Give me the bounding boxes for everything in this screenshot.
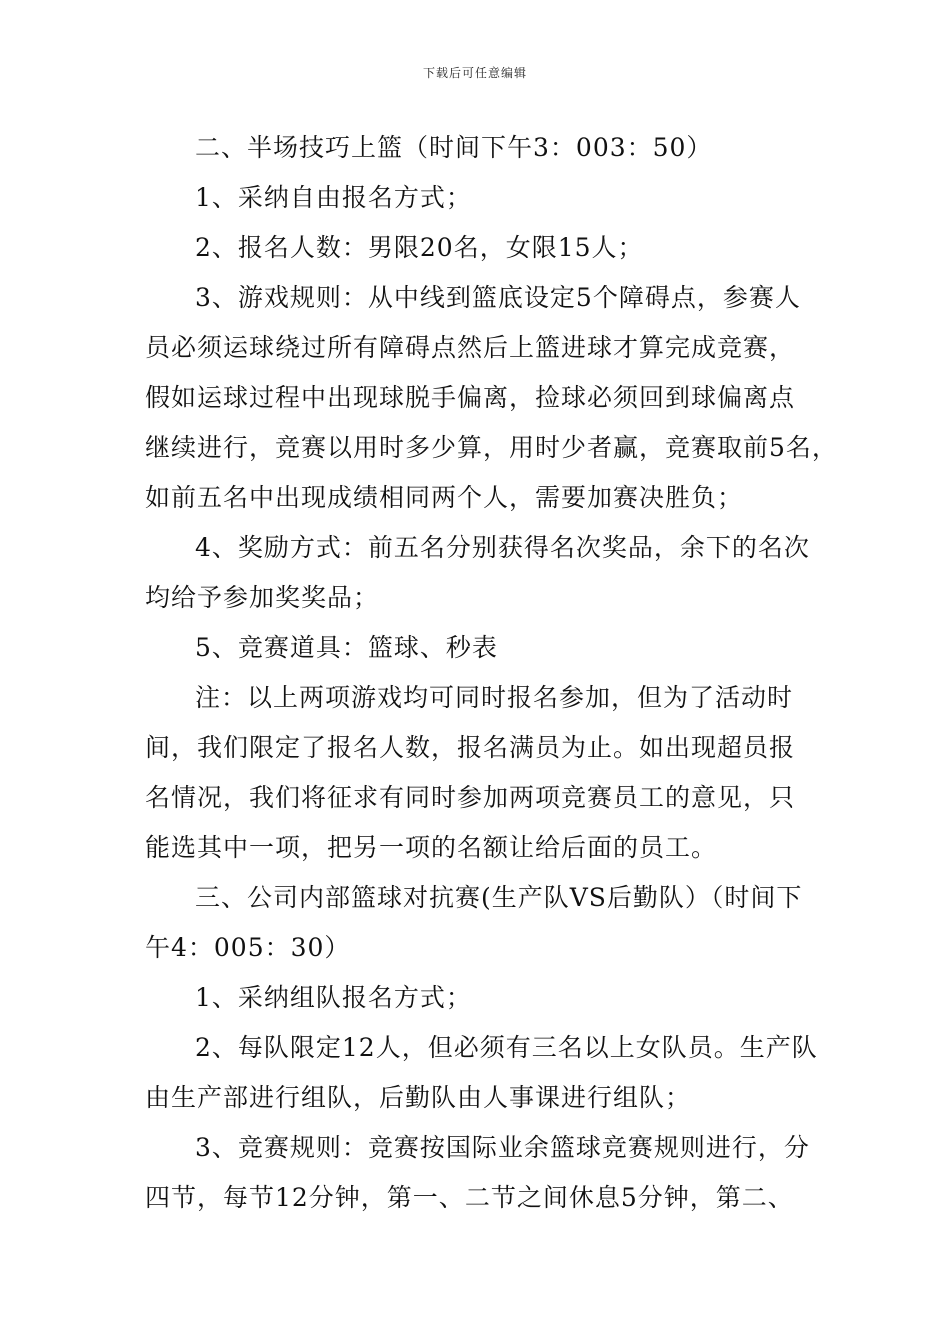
text-line: 假如运球过程中出现球脱手偏离，捡球必须回到球偏离点	[145, 383, 796, 412]
text-line: 如前五名中出现成绩相同两个人，需要加赛决胜负；	[145, 483, 744, 512]
text-line: 4、奖励方式：前五名分别获得名次奖品，余下的名次	[195, 533, 810, 562]
text-line: 5、竞赛道具：篮球、秒表	[195, 633, 498, 662]
text-line: 四节，每节12分钟，第一、二节之间休息5分钟，第二、	[145, 1183, 794, 1212]
text-line: 间，我们限定了报名人数，报名满员为止。如出现超员报	[145, 733, 796, 762]
document-body	[145, 128, 838, 1228]
text-line: 2、每队限定12人，但必须有三名以上女队员。生产队	[195, 1033, 818, 1062]
text-line: 由生产部进行组队，后勤队由人事课进行组队；	[145, 1083, 692, 1112]
text-line: 二、半场技巧上篮（时间下午3：003：50）	[195, 133, 713, 162]
text-line: 继续进行，竞赛以用时多少算，用时少者赢，竞赛取前5名，	[145, 433, 838, 462]
text-line: 1、采纳自由报名方式；	[195, 183, 472, 212]
text-line: 能选其中一项，把另一项的名额让给后面的员工。	[145, 833, 718, 862]
text-line: 1、采纳组队报名方式；	[195, 983, 472, 1012]
text-line: 均给予参加奖奖品；	[145, 583, 380, 612]
text-line: 午4：005：30）	[145, 933, 351, 962]
text-line: 三、公司内部篮球对抗赛(生产队VS后勤队）（时间下	[195, 883, 803, 912]
text-line: 员必须运球绕过所有障碍点然后上篮进球才算完成竞赛，	[145, 333, 796, 362]
page-header: 下载后可任意编辑	[422, 66, 527, 80]
text-line: 3、竞赛规则：竞赛按国际业余篮球竞赛规则进行，分	[195, 1133, 810, 1162]
text-line: 2、报名人数：男限20名，女限15人；	[195, 233, 644, 262]
text-line: 名情况，我们将征求有同时参加两项竞赛员工的意见，只	[145, 783, 796, 812]
text-line: 注：以上两项游戏均可同时报名参加，但为了活动时	[195, 683, 794, 712]
text-line: 3、游戏规则：从中线到篮底设定5个障碍点，参赛人	[195, 283, 801, 312]
